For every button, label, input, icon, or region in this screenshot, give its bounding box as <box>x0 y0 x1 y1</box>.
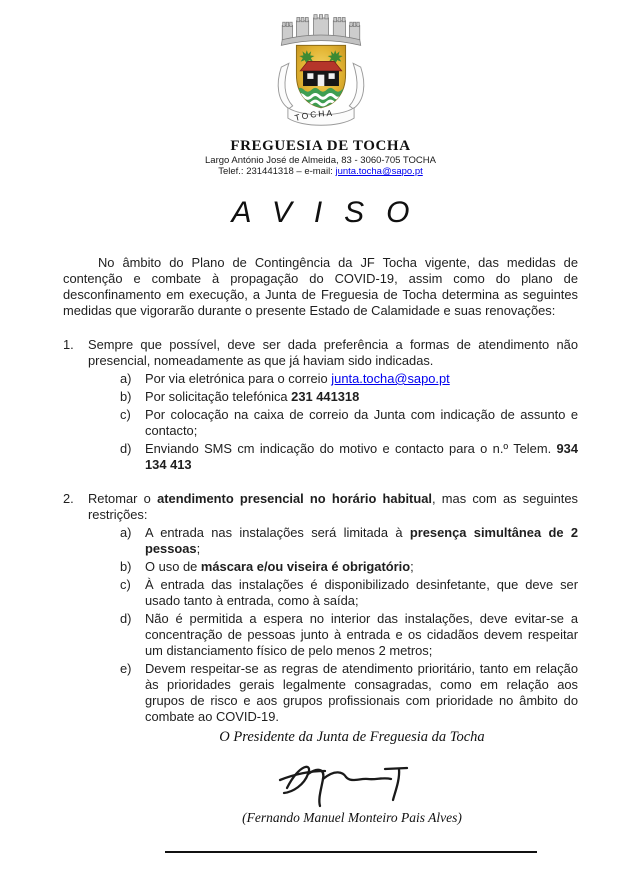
emphasized-text: máscara e/ou viseira é obrigatório <box>200 559 411 574</box>
subitem-text <box>145 611 578 659</box>
president-role-line: O Presidente da Junta de Freguesia da Tocha <box>219 729 485 745</box>
notice-subitem <box>120 441 578 473</box>
text-segment: Sempre que possível, deve ser dada preferência a formas de atendimento não presencial, nomeadamente as que já haviam sido indicadas. <box>88 337 578 368</box>
notice-body <box>63 255 578 725</box>
subitem-text <box>145 525 578 557</box>
subitem-label: a) <box>120 525 132 540</box>
text-segment: , mas com as seguintes restrições: <box>88 491 578 522</box>
notice-subitem <box>120 525 578 557</box>
subitem-text <box>145 389 578 405</box>
subitem-text <box>145 577 578 609</box>
subitem-label: c) <box>120 407 131 422</box>
text-segment: ; <box>196 541 201 556</box>
text-segment: Por via eletrónica para o correio <box>145 371 332 386</box>
subitem-label: e) <box>120 661 132 676</box>
item-number: 2. <box>63 491 74 506</box>
emphasized-text: 934 134 413 <box>145 441 578 472</box>
text-segment: À entrada das instalações é disponibilizado desinfetante, que deve ser usado tanto à entrada, como à saída; <box>145 577 578 608</box>
subitem-text <box>145 661 578 725</box>
handwritten-signature-icon <box>277 754 427 812</box>
org-contact <box>0 166 641 177</box>
item-lead-text <box>88 491 578 523</box>
notice-subitem <box>120 371 578 387</box>
notice-title: AVISO <box>231 196 432 229</box>
text-segment: A entrada nas instalações será limitada à <box>145 525 410 540</box>
subitem-text <box>145 559 578 575</box>
signatory-name: (Fernando Manuel Monteiro Pais Alves) <box>242 810 462 825</box>
tocha-coat-of-arms <box>269 8 373 130</box>
subitem-text <box>145 407 578 439</box>
org-address: Largo António José de Almeida, 83 - 3060-705 TOCHA <box>205 155 436 166</box>
org-name: FREGUESIA DE TOCHA <box>230 138 411 154</box>
text-segment: ; <box>410 559 414 574</box>
emphasized-text: 231 441318 <box>291 389 360 404</box>
scroll-right-tail <box>349 63 363 108</box>
emphasized-text: atendimento presencial no horário habitual <box>157 491 432 506</box>
text-segment: Por colocação na caixa de correio da Junta com indicação de assunto e contacto; <box>145 407 578 438</box>
header-email-link[interactable]: junta.tocha@sapo.pt <box>335 166 423 177</box>
signature-block <box>63 754 641 812</box>
item-number: 1. <box>63 337 74 352</box>
mural-crown-icon <box>281 15 360 46</box>
scroll-left-tail <box>278 63 292 108</box>
text-segment: Não é permitida a espera no interior das instalações, deve evitar-se a concentração de pessoas junto à entrada e os cidadãos devem respeitar um distanciamento físico de pelo menos 2 metros; <box>145 611 578 658</box>
text-segment: Retomar o <box>88 491 158 506</box>
intro-paragraph: No âmbito do Plano de Contingência da JF Tocha vigente, das medidas de contenção e combate à propagação do COVID-19, assim como do plano de desconfinamento em execução, a Junta de Freguesia de Tocha determina as seguintes medidas que vigorarão durante o presente Estado de Calamidade e suas renovações: <box>63 255 578 318</box>
subitem-text <box>145 441 578 473</box>
email-link[interactable]: junta.tocha@sapo.pt <box>331 371 450 386</box>
house-icon <box>300 61 342 86</box>
subitem-label: b) <box>120 559 132 574</box>
subitem-label: d) <box>120 611 132 626</box>
notice-subitem <box>120 407 578 439</box>
subitem-label: c) <box>120 577 131 592</box>
notice-list <box>63 337 578 725</box>
notice-subitem <box>120 661 578 725</box>
notice-item <box>63 491 578 725</box>
subitem-text <box>145 371 578 387</box>
contact-prefix: Telef.: 231441318 – e-mail: <box>218 166 336 177</box>
emphasized-text: presença simultânea de 2 pessoas <box>145 525 578 556</box>
notice-item <box>63 337 578 473</box>
notice-subitem <box>120 611 578 659</box>
notice-subitem <box>120 577 578 609</box>
text-segment: Por solicitação telefónica <box>145 389 292 404</box>
subitem-label: b) <box>120 389 132 404</box>
notice-subitem <box>120 559 578 575</box>
subitem-label: d) <box>120 441 132 456</box>
text-segment: O uso de <box>145 559 201 574</box>
text-segment: Devem respeitar-se as regras de atendimento prioritário, tanto em relação às prioridades gerais legalmente consagradas, como em relação aos grupos de risco e aos grupos profissionais com prioridade no âmbito do combate ao COVID-19. <box>145 661 578 724</box>
crest-banner-text: TOCHA <box>293 107 334 123</box>
notice-subitem <box>120 389 578 405</box>
item-lead-text <box>88 337 578 369</box>
text-segment: Enviando SMS cm indicação do motivo e contacto para o n.º Telem. <box>145 441 557 456</box>
footer-divider <box>165 851 537 853</box>
subitem-label: a) <box>120 371 132 386</box>
